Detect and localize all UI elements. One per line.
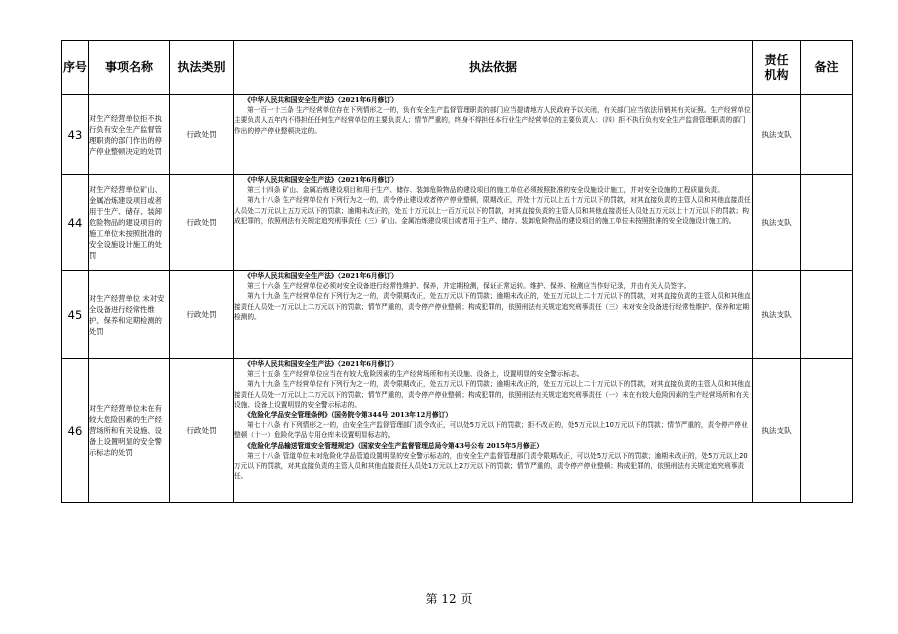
header-category: 执法类别	[170, 41, 234, 95]
table-row	[62, 359, 853, 503]
enforcement-basis	[234, 95, 753, 175]
page-number: 第 12 页	[425, 592, 473, 606]
enforcement-table	[61, 40, 853, 503]
responsible-org: 执法支队	[753, 359, 801, 503]
note-cell	[801, 95, 853, 175]
item-name: 对生产经营单位未在有较大危险因素的生产经营场所和有关设施、设备上设置明显的安全警示标志的处罚	[89, 359, 170, 503]
enforcement-category: 行政处罚	[170, 175, 234, 271]
responsible-org: 执法支队	[753, 175, 801, 271]
note-cell	[801, 175, 853, 271]
header-org	[753, 41, 801, 95]
table-row	[62, 271, 853, 359]
law-clause: 第九十九条 生产经营单位有下列行为之一的，责令限期改正，处五万元以下的罚款；逾期未改正的，处五万元以上二十万元以下的罚款，对其直接负责的主管人员和其他直接责任人员处一万元以上二万元以下的罚款；情节严重的，责令停产停业整顿；构成犯罪的，依照刑法有关规定追究刑事责任（一）未在有较大危险因素的生产经营场所和有关设施、设备上设置明显的安全警示标志的。	[234, 380, 751, 409]
table-row	[62, 175, 853, 271]
law-clause: 第九十九条 生产经营单位有下列行为之一的，责令限期改正，处五万元以下的罚款；逾期未改正的，处五万元以上二十万元以下的罚款，对其直接负责的主管人员和其他直接责任人员处一万元以上二万元以下的罚款；情节严重的，责令停产停业整顿；构成犯罪的，依照刑法有关规定追究刑事责任（三）未对安全设备进行经常性维护、保养和定期检测的。	[234, 292, 751, 321]
header-note: 备注	[801, 41, 853, 95]
note-cell	[801, 359, 853, 503]
law-clause: 第三十四条 矿山、金属冶炼建设项目和用于生产、储存、装卸危险物品的建设项目的施工单位必须按照批准的安全设施设计施工，并对安全设施的工程质量负责。	[247, 186, 724, 195]
law-clause: 第三十八条 管道单位未对危险化学品管道设置明显的安全警示标志的，由安全生产监督管理部门责令限期改正，可以处5万元以下的罚款；逾期未改正的，处5万元以上20万元以下的罚款，对其直接负责的主管人员和其他直接责任人员处1万元以上2万元以下的罚款；情节严重的，责令停产停业整顿；构成犯罪的，依照刑法有关规定追究刑事责任。	[234, 451, 748, 481]
note-cell	[801, 271, 853, 359]
law-title: 《中华人民共和国安全生产法》（2021年6月修订）	[244, 176, 398, 184]
law-clause: 第七十八条 有下列情形之一的，由安全生产监督管理部门责令改正，可以处5万元以下的罚款；拒不改正的，处5万元以上10万元以下的罚款；情节严重的，责令停产停业整顿（十一）危险化学品专用仓库未设置明显标志的。	[234, 421, 748, 440]
law-title: 《中华人民共和国安全生产法》（2021年6月修订）	[244, 96, 398, 104]
law-title: 《中华人民共和国安全生产法》（2021年6月修订）	[244, 272, 398, 280]
item-name: 对生产经营单位拒不执行负有安全生产监督管理职责的部门作出的停产停业整顿决定的处罚	[89, 95, 170, 175]
law-title: 《中华人民共和国安全生产法》（2021年6月修订）	[244, 360, 398, 368]
item-name: 对生产经营单位 未对安全设备进行经常性维护、保养和定期检测的处罚	[89, 271, 170, 359]
enforcement-category: 行政处罚	[170, 271, 234, 359]
law-clause: 第三十五条 生产经营单位应当在有较大危险因素的生产经营场所和有关设施、设备上，设置明显的安全警示标志。	[247, 370, 584, 379]
header-basis: 执法依据	[234, 41, 753, 95]
row-number: 45	[62, 271, 89, 359]
table-header-row	[62, 41, 853, 95]
law-clause: 第一百一十三条 生产经营单位存在下列情形之一的，负有安全生产监督管理职责的部门应当提请地方人民政府予以关闭，有关部门应当依法吊销其有关证照。生产经营单位主要负责人五年内不得担任任何生产经营单位的主要负责人；情节严重的，终身不得担任本行业生产经营单位的主要负责人：（四）拒不执行负有安全生产监督管理职责的部门作出的停产停业整顿决定的。	[234, 106, 751, 135]
enforcement-basis	[234, 175, 753, 271]
enforcement-basis	[234, 271, 753, 359]
table-body	[62, 95, 853, 503]
law-title: 《危险化学品输送管道安全管理规定》（国家安全生产监督管理总局令第43号公布 2015年5月修正）	[244, 441, 544, 450]
table-row	[62, 95, 853, 175]
row-number: 46	[62, 359, 89, 503]
header-org-line2: 机构	[764, 67, 789, 82]
responsible-org: 执法支队	[753, 271, 801, 359]
header-num: 序号	[62, 41, 89, 95]
enforcement-basis	[234, 359, 753, 503]
law-clause: 第三十六条 生产经营单位必须对安全设备进行经常性维护、保养，并定期检测，保证正常运转。维护、保养、检测应当作好记录，并由有关人员签字。	[247, 282, 691, 291]
row-number: 44	[62, 175, 89, 271]
law-clause: 第九十八条 生产经营单位有下列行为之一的，责令停止建设或者停产停业整顿，限期改正，并处十万元以上五十万元以下的罚款，对其直接负责的主管人员和其他直接责任人员处二万元以上五万元以下的罚款；逾期未改正的，处五十万元以上一百万元以下的罚款，对其直接负责的主管人员和其他直接责任人员处五万元以上十万元以下的罚款；构成犯罪的，依照刑法有关规定追究刑事责任（三）矿山、金属冶炼建设项目或者用于生产、储存、装卸危险物品的建设项目的施工单位未按照批准的安全设施设计施工的。	[234, 196, 751, 225]
enforcement-category: 行政处罚	[170, 359, 234, 503]
enforcement-category: 行政处罚	[170, 95, 234, 175]
item-name: 对生产经营单位矿山、金属冶炼建设项目或者用于生产、储存、装卸危险物品的建设项目的施工单位未按照批准的安全设施设计施工的处罚	[89, 175, 170, 271]
responsible-org: 执法支队	[753, 95, 801, 175]
law-title: 《危险化学品安全管理条例》（国务院令第344号 2013年12月修订）	[244, 411, 453, 420]
header-org-line1: 责任	[764, 52, 789, 67]
header-name: 事项名称	[89, 41, 170, 95]
row-number: 43	[62, 95, 89, 175]
